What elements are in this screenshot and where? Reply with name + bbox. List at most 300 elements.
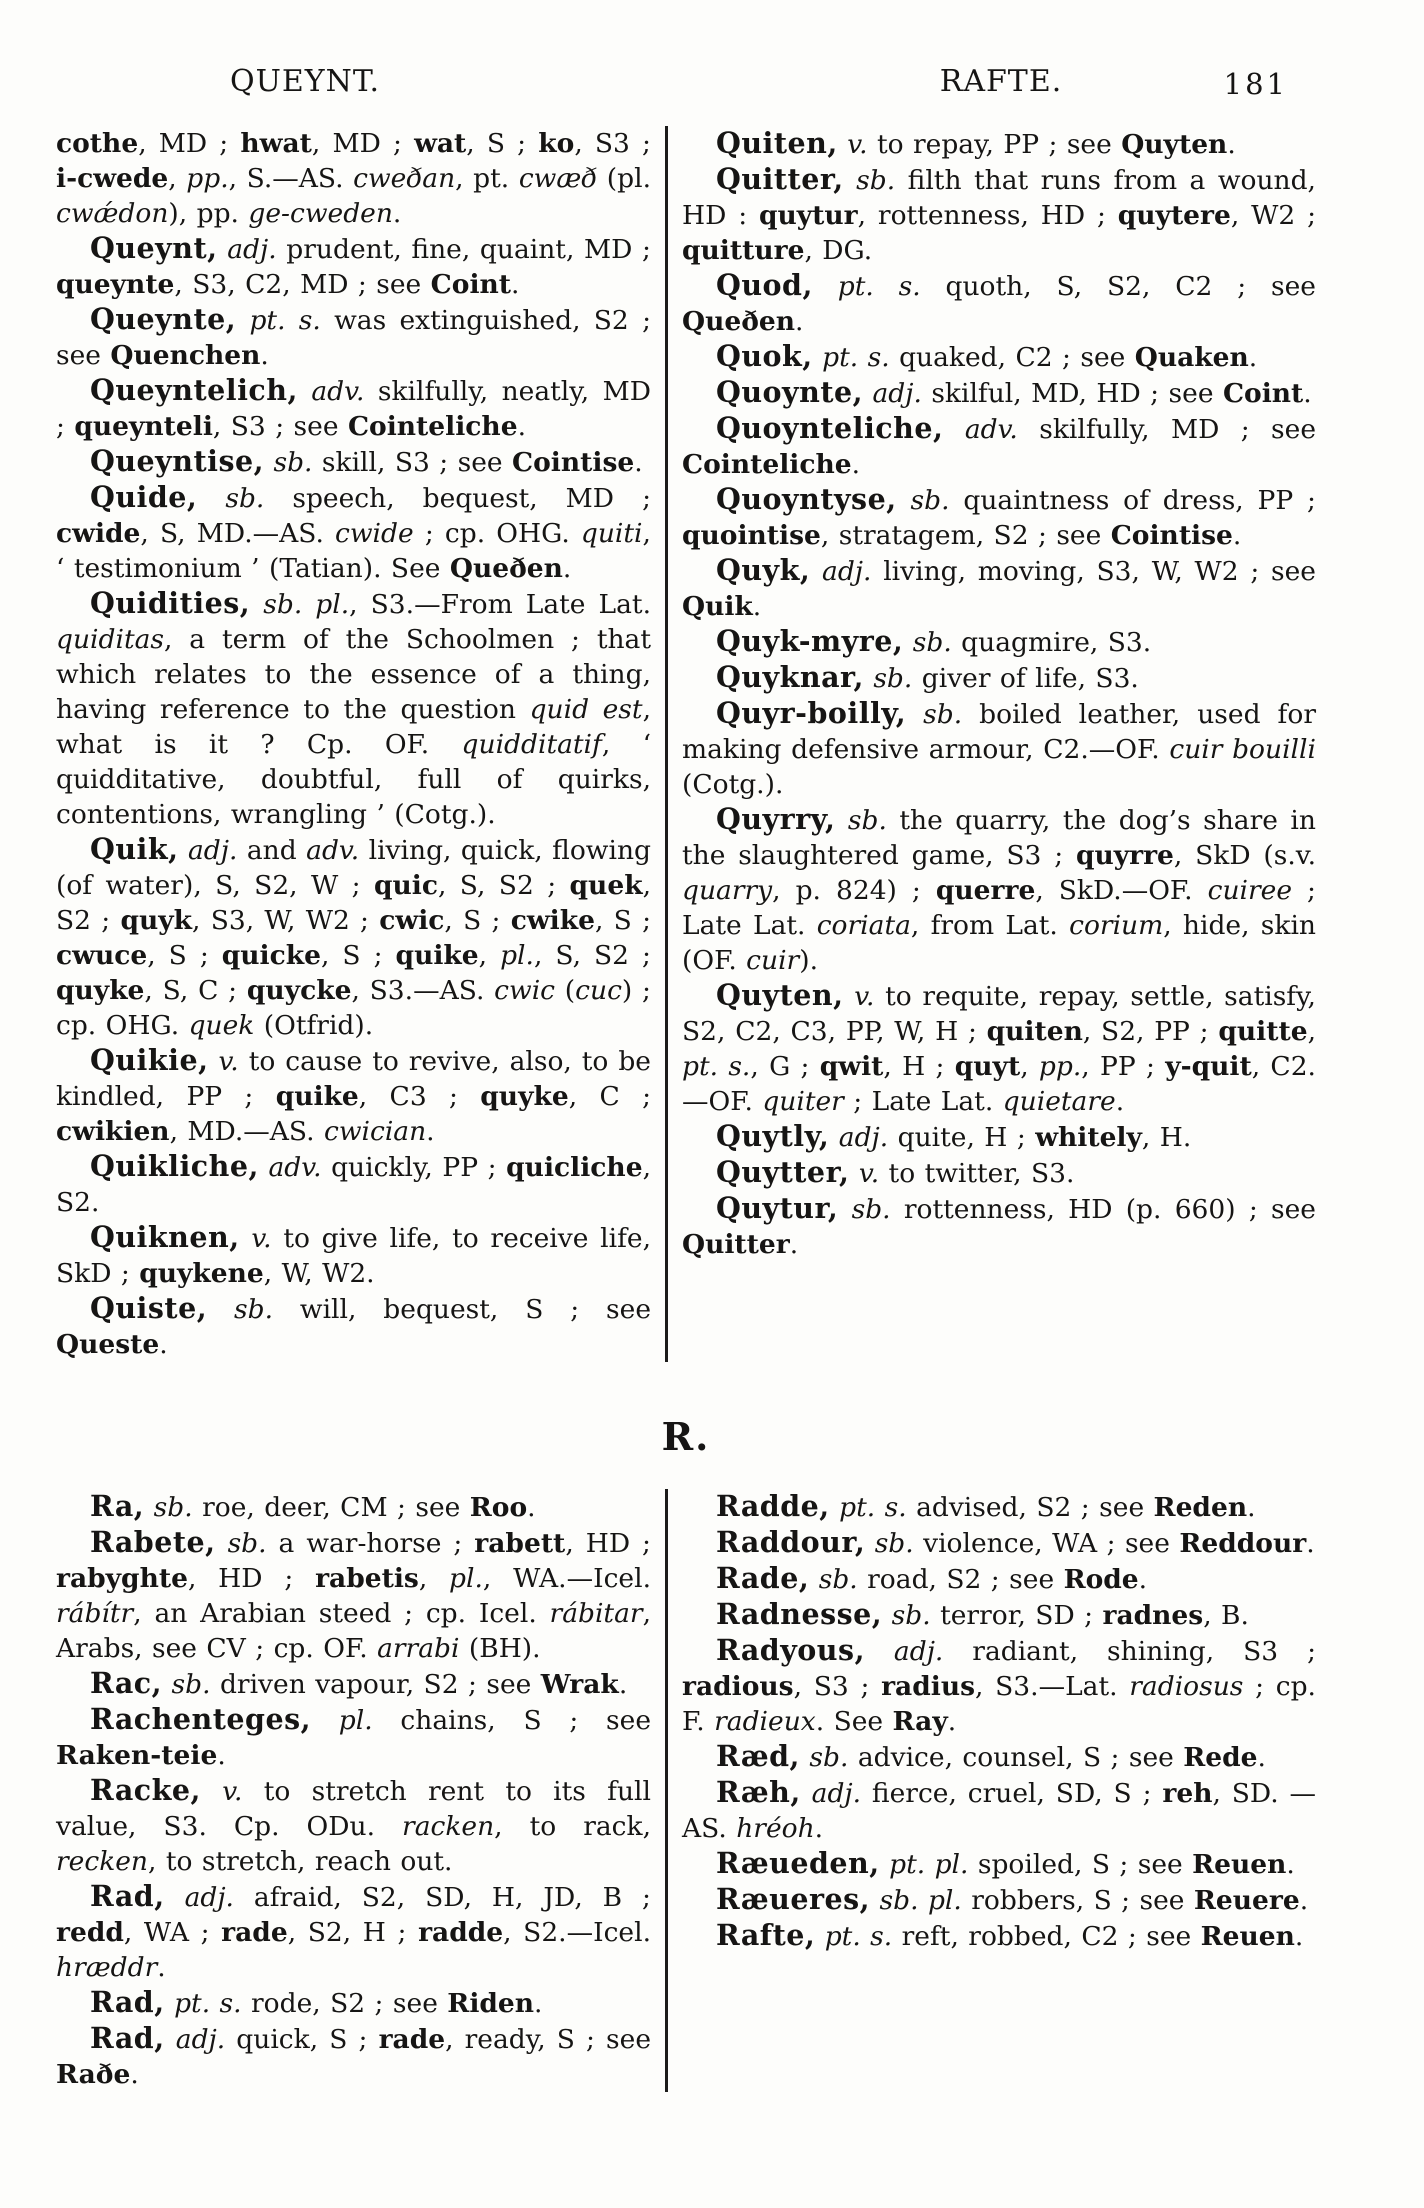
dictionary-entry — [682, 696, 1316, 802]
entry-segment: quykene — [139, 1258, 264, 1289]
entry-segment: , — [478, 940, 501, 971]
entry-segment: Raðe — [56, 2059, 131, 2090]
entry-segment: radiosus — [1129, 1671, 1244, 1702]
entry-segment: quitte — [1218, 1016, 1308, 1047]
entry-segment: Quaken — [1134, 342, 1249, 373]
entry-segment: , C3 ; — [358, 1081, 481, 1112]
entry-segment: , MD ; — [311, 128, 415, 159]
running-head-right: RAFTE. — [939, 64, 1063, 99]
dictionary-entry — [56, 373, 651, 444]
entry-segment: living, quick, flowing (of water), S, S2, W ; — [56, 835, 651, 901]
dictionary-entry — [682, 1633, 1316, 1739]
entry-segment: (pl. — [597, 163, 651, 194]
entry-segment: adj. — [164, 1882, 234, 1913]
dictionary-entry — [682, 411, 1316, 482]
entry-segment: , S2.—Icel. — [503, 1917, 651, 1948]
entry-segment: cwuce — [56, 940, 148, 971]
dictionary-entry — [682, 339, 1316, 375]
entry-segment: Coint — [1222, 378, 1304, 409]
entry-segment: , S ; — [147, 940, 222, 971]
headword: Rac, — [90, 1666, 163, 1700]
dictionary-entry — [56, 1043, 651, 1149]
entry-segment: adj. — [800, 1778, 862, 1809]
entry-segment: corium — [1069, 910, 1164, 941]
entry-segment: pt. s. — [164, 1988, 242, 2019]
entry-segment: , WA ; — [123, 1917, 222, 1948]
entry-segment: , PP ; — [1081, 1051, 1166, 1082]
entry-segment: . — [851, 449, 861, 480]
entry-segment: . — [159, 1329, 168, 1360]
entry-segment: quitture — [682, 235, 805, 266]
section-heading-r: R. — [661, 1414, 711, 1459]
entry-segment: quytur — [758, 200, 858, 231]
entry-segment: quidditatif — [461, 729, 602, 760]
running-head-left-area — [56, 64, 686, 100]
entry-segment: , MD ; — [138, 128, 241, 159]
entry-segment: . — [1227, 129, 1236, 160]
entry-segment: arrabi — [377, 1633, 460, 1664]
dictionary-entry — [682, 375, 1316, 411]
entry-segment: . — [1286, 1849, 1295, 1880]
entry-segment: ko — [538, 128, 575, 159]
entry-segment: ), pp. — [168, 198, 249, 229]
entry-segment: pl. — [449, 1563, 483, 1594]
entry-segment: Ray — [892, 1706, 948, 1737]
entry-segment: hréoh — [736, 1813, 815, 1844]
entry-segment: Reuen — [1192, 1849, 1287, 1880]
entry-segment: v. — [208, 1046, 239, 1077]
dictionary-entry — [56, 480, 651, 586]
entry-segment: , — [1307, 1016, 1316, 1047]
entry-segment: quike — [395, 940, 479, 971]
dictionary-entry — [682, 1561, 1316, 1597]
entry-segment: Queðen — [449, 553, 563, 584]
entry-segment: , — [1020, 1051, 1039, 1082]
entry-segment: adj. — [217, 234, 277, 265]
dictionary-entry — [682, 1739, 1316, 1775]
dictionary-entry — [682, 978, 1316, 1119]
entry-segment: . — [517, 411, 526, 442]
entry-segment: , SkD.—OF. — [1035, 875, 1208, 906]
entry-segment: (BH). — [459, 1633, 541, 1664]
entry-segment: quick, S ; — [225, 2024, 379, 2055]
entry-segment: pp. — [186, 163, 229, 194]
entry-segment: quicke — [221, 940, 321, 971]
entry-segment: pt. s. — [812, 342, 890, 373]
entry-segment: , — [168, 163, 187, 194]
headword: Quikie, — [90, 1043, 209, 1077]
headword: Quoynte, — [716, 375, 864, 409]
entry-segment: , hide, skin (OF. — [682, 910, 1316, 976]
entry-segment: . — [562, 553, 572, 584]
entry-segment: ). — [799, 945, 818, 976]
entry-segment: cwic — [494, 975, 556, 1006]
headword: Quytly, — [716, 1119, 830, 1153]
entry-segment: , HD ; — [187, 1563, 316, 1594]
headword: Ræh, — [716, 1775, 801, 1809]
entry-segment: . — [1248, 342, 1258, 373]
entry-segment: , S3 ; see — [212, 411, 348, 442]
headword: Quik, — [90, 832, 179, 866]
entry-segment: rábitar — [549, 1598, 643, 1629]
entry-segment: Quik — [682, 591, 753, 622]
entry-segment: , S3.—AS. — [351, 975, 495, 1006]
entry-segment: , what is it ? Cp. OF. — [56, 694, 651, 760]
entry-segment: , S.—AS. — [228, 163, 354, 194]
entry-segment: radius — [881, 1671, 976, 1702]
entry-segment: skilfully, MD ; see — [1017, 414, 1317, 445]
entry-segment: quid est — [529, 694, 643, 725]
entry-segment: adv. — [297, 376, 365, 407]
entry-segment: . — [527, 1492, 536, 1523]
entry-segment: , S2. — [56, 1152, 651, 1218]
entry-segment: whitely — [1035, 1122, 1142, 1153]
dictionary-entry — [56, 1149, 651, 1220]
entry-segment: Rede — [1183, 1742, 1258, 1773]
entry-segment: v. — [239, 1223, 272, 1254]
entry-segment: , S3.—Lat. — [975, 1671, 1130, 1702]
entry-segment: cwike — [510, 905, 595, 936]
entry-segment: adj. — [164, 2024, 226, 2055]
headword: Rad, — [90, 2021, 165, 2055]
entry-segment: quagmire, S3. — [951, 627, 1152, 658]
dictionary-entry — [56, 1773, 651, 1879]
entry-segment: quytere — [1117, 200, 1231, 231]
entry-segment: rode, S2 ; see — [241, 1988, 448, 2019]
headword: Queyntelich, — [90, 373, 298, 407]
entry-segment: v. — [843, 981, 875, 1012]
dictionary-entry — [682, 1525, 1316, 1561]
dictionary-entry — [56, 1879, 651, 1985]
entry-segment: Queðen — [682, 306, 796, 337]
entry-segment: . — [789, 1229, 799, 1260]
entry-segment: radde — [418, 1917, 504, 1948]
entry-segment: road, S2 ; see — [857, 1564, 1064, 1595]
entry-segment: , W, W2. — [263, 1258, 375, 1289]
entry-segment: Queste — [56, 1329, 160, 1360]
entry-segment: , pt. — [455, 163, 519, 194]
entry-segment: quek — [188, 1010, 255, 1041]
dictionary-entry — [682, 1918, 1316, 1954]
entry-segment: a war-horse ; — [266, 1528, 475, 1559]
entry-segment: pt. s. — [812, 271, 921, 302]
entry-segment: terror, SD ; — [930, 1600, 1103, 1631]
entry-segment: . — [634, 447, 643, 478]
entry-segment: (Otfrid). — [254, 1010, 374, 1041]
entry-segment: quiditas — [56, 624, 164, 655]
entry-segment: . — [392, 198, 402, 229]
headword: Ræd, — [716, 1739, 800, 1773]
headword: Rad, — [90, 1985, 165, 2019]
headword: Queyntise, — [90, 444, 265, 478]
headword: Rafte, — [716, 1918, 816, 1952]
entry-segment: , to stretch, reach out. — [148, 1846, 453, 1877]
column-r-left — [56, 1489, 668, 2092]
entry-segment: to repay, PP ; see — [867, 129, 1122, 160]
headword: Quod, — [716, 268, 813, 302]
entry-segment: . — [947, 1706, 957, 1737]
dictionary-entry — [682, 1597, 1316, 1633]
entry-segment: , SD. —AS. — [682, 1778, 1317, 1844]
entry-segment: Riden — [447, 1988, 535, 2019]
entry-segment: adj. — [810, 556, 872, 587]
entry-segment: sb. — [903, 627, 952, 658]
entry-segment: fierce, cruel, SD, S ; — [861, 1778, 1163, 1809]
entry-segment: . — [511, 269, 520, 300]
headword: Quytter, — [716, 1155, 850, 1189]
dictionary-entry — [682, 482, 1316, 553]
entry-segment: pl. — [311, 1705, 373, 1736]
entry-segment: quycke — [246, 975, 352, 1006]
dictionary-entry — [56, 1525, 651, 1666]
entry-segment: , H. — [1141, 1122, 1192, 1153]
entry-segment: pt. s. — [829, 1492, 907, 1523]
entry-segment: ge-cweden — [248, 198, 393, 229]
entry-segment: v. — [837, 129, 868, 160]
entry-segment: adj. — [178, 835, 238, 866]
entry-segment: Quenchen — [110, 340, 261, 371]
headword: Quitter, — [716, 162, 844, 196]
dictionary-entry — [56, 586, 651, 832]
entry-segment: . — [260, 340, 269, 371]
entry-segment: , S3 ; — [793, 1671, 882, 1702]
entry-segment: pt. s. — [682, 1051, 751, 1082]
column-q-left — [56, 126, 668, 1362]
entry-segment: . — [426, 1116, 435, 1147]
entry-segment: sb. — [865, 1528, 914, 1559]
entry-segment: , HD ; — [565, 1528, 651, 1559]
entry-segment: quaintness of dress, PP ; — [949, 485, 1316, 516]
entry-segment: sb. — [843, 165, 896, 196]
headword: Rad, — [90, 1879, 165, 1913]
entry-segment: pl. — [500, 940, 534, 971]
headword: Rabete, — [90, 1525, 216, 1559]
entry-segment: advice, counsel, S ; see — [848, 1742, 1184, 1773]
dictionary-entry — [56, 832, 651, 1043]
entry-segment: , S ; — [321, 940, 396, 971]
section-r — [56, 1489, 1316, 2092]
entry-segment: cuc — [575, 975, 622, 1006]
entry-segment: , ready, S ; see — [445, 2024, 652, 2055]
entry-segment: , S, S2 ; — [533, 940, 651, 971]
entry-segment: chains, S ; see — [372, 1705, 652, 1736]
entry-segment: rábítr — [56, 1598, 134, 1629]
entry-segment: afraid, S2, SD, H, JD, B ; — [233, 1882, 651, 1913]
entry-segment: quiter — [762, 1086, 844, 1117]
entry-segment: cuiree — [1207, 875, 1293, 906]
entry-segment: querre — [935, 875, 1036, 906]
headword: Quidities, — [90, 586, 251, 620]
entry-segment: pt. s. — [236, 305, 321, 336]
dictionary-entry — [56, 444, 651, 480]
entry-segment: Roo — [469, 1492, 528, 1523]
entry-segment: quyrre — [1075, 840, 1174, 871]
entry-segment: Reuen — [1200, 1921, 1295, 1952]
entry-segment: cwǽdon — [56, 198, 169, 229]
headword: Quiste, — [90, 1291, 208, 1325]
entry-segment: sb. — [835, 805, 887, 836]
entry-segment: , S3.—From Late Lat. — [349, 589, 651, 620]
entry-segment: , rottenness, HD ; — [857, 200, 1118, 231]
entry-segment: sb. — [882, 1600, 931, 1631]
entry-segment: cuir — [746, 945, 800, 976]
entry-segment: queynteli — [74, 411, 213, 442]
headword: Quide, — [90, 480, 198, 514]
entry-segment: . — [795, 306, 804, 337]
headword: Radde, — [716, 1489, 830, 1523]
entry-segment: quointise — [682, 520, 821, 551]
entry-segment: . — [1138, 1564, 1148, 1595]
entry-segment: Cointise — [512, 447, 635, 478]
entry-segment: sb. — [197, 483, 265, 514]
entry-segment: radiant, shining, S3 ; — [943, 1636, 1317, 1667]
entry-segment: , S ; — [594, 905, 651, 936]
entry-segment: , S, MD.—AS. — [140, 518, 336, 549]
entry-segment: , p. 824) ; — [772, 875, 936, 906]
entry-segment: . — [814, 1813, 824, 1844]
entry-segment: quic — [373, 870, 438, 901]
entry-segment: wat — [414, 128, 467, 159]
running-head-right-area — [686, 64, 1316, 100]
dictionary-entry — [682, 802, 1316, 978]
entry-segment: , WA.—Icel. — [482, 1563, 651, 1594]
headword: Quyr-boilly, — [716, 696, 907, 730]
entry-segment: . See — [815, 1706, 893, 1737]
entry-segment: radieux — [714, 1706, 816, 1737]
headword: Radyous, — [716, 1633, 865, 1667]
entry-segment: Cointeliche — [347, 411, 518, 442]
entry-segment: skilful, MD, HD ; see — [921, 378, 1223, 409]
page-header — [56, 64, 1316, 100]
entry-segment: Reden — [1153, 1492, 1248, 1523]
entry-segment: adj. — [865, 1636, 944, 1667]
entry-segment: , an Arabian steed ; cp. Icel. — [133, 1598, 550, 1629]
entry-segment: (Cotg.). — [682, 769, 784, 800]
column-q-right — [668, 126, 1316, 1362]
entry-segment: sb. — [863, 663, 913, 694]
entry-segment: quiten — [986, 1016, 1083, 1047]
entry-segment: . — [1299, 1885, 1309, 1916]
entry-segment: pt. pl. — [879, 1849, 969, 1880]
entry-segment: quek — [569, 870, 643, 901]
entry-segment: racken — [402, 1811, 495, 1842]
entry-segment: violence, WA ; see — [913, 1528, 1180, 1559]
headword: Quiknen, — [90, 1220, 240, 1254]
headword: Queynte, — [90, 302, 237, 336]
entry-segment: , ‘ testimonium ’ (Tatian). See — [56, 518, 651, 584]
entry-segment: cothe — [56, 128, 139, 159]
entry-segment: cweðan — [353, 163, 456, 194]
entry-segment: boiled leather, used for making defensive armour, C2.—OF. — [682, 699, 1316, 765]
entry-segment: quickly, PP ; — [321, 1152, 507, 1183]
headword: Quyk, — [716, 553, 811, 587]
entry-segment: pt. s. — [815, 1921, 893, 1952]
entry-segment: pp. — [1038, 1051, 1082, 1082]
entry-segment: . — [1294, 1921, 1304, 1952]
headword: Racke, — [90, 1773, 201, 1807]
entry-segment: . — [130, 2059, 139, 2090]
entry-segment: ; Late Lat. — [843, 1086, 1003, 1117]
entry-segment: living, moving, S3, W, W2 ; see — [871, 556, 1316, 587]
entry-segment: the quarry, the dog’s share in the slaughtered game, S3 ; — [682, 805, 1316, 871]
entry-segment: cwide — [335, 518, 414, 549]
entry-segment: hwat — [240, 128, 312, 159]
entry-segment: , from Lat. — [910, 910, 1070, 941]
entry-segment: to give life, to receive life, SkD ; — [56, 1223, 651, 1289]
entry-segment: , H ; — [883, 1051, 955, 1082]
headword: Quyten, — [716, 978, 844, 1012]
entry-segment: ; cp. F. — [682, 1671, 1316, 1737]
entry-segment: skilfully, neatly, MD ; — [56, 376, 651, 442]
headword: Quiten, — [716, 126, 838, 160]
entry-segment: skill, S3 ; see — [312, 447, 513, 478]
dictionary-entry — [682, 660, 1316, 696]
entry-segment: sb. — [838, 1194, 891, 1225]
entry-segment: roe, deer, CM ; see — [192, 1492, 470, 1523]
entry-segment: ) ; cp. OHG. — [56, 975, 651, 1041]
entry-segment: . — [1247, 1492, 1256, 1523]
entry-segment: quyke — [480, 1081, 569, 1112]
entry-segment: , S, S2 ; — [437, 870, 570, 901]
headword: Quyknar, — [716, 660, 864, 694]
entry-segment: recken — [56, 1846, 148, 1877]
entry-segment: to cause to revive, also, to be kindled, PP ; — [56, 1046, 651, 1112]
entry-segment: cwician — [323, 1116, 427, 1147]
headword: Ræueden, — [716, 1846, 880, 1880]
entry-segment: robbers, S ; see — [961, 1885, 1194, 1916]
entry-segment: . — [1232, 520, 1242, 551]
entry-segment: cwide — [56, 518, 141, 549]
entry-segment: adv. — [258, 1152, 322, 1183]
entry-segment: quoth, S, S2, C2 ; see — [920, 271, 1316, 302]
headword: Queynt, — [90, 231, 218, 265]
entry-segment: , S3, C2, MD ; see — [174, 269, 431, 300]
entry-segment: hræddr — [56, 1952, 158, 1983]
dictionary-entry — [682, 268, 1316, 339]
dictionary-entry — [682, 1119, 1316, 1155]
entry-segment: speech, bequest, MD ; — [264, 483, 651, 514]
entry-segment: . — [217, 1740, 226, 1771]
entry-segment: . — [752, 591, 762, 622]
entry-segment: rabetis — [315, 1563, 419, 1594]
entry-segment: was extinguished, S2 ; see — [56, 305, 651, 371]
entry-segment: v. — [849, 1158, 880, 1189]
entry-segment: Rode — [1063, 1564, 1139, 1595]
dictionary-entry — [56, 2021, 651, 2092]
entry-segment: ( — [555, 975, 576, 1006]
entry-segment: quyke — [56, 975, 145, 1006]
entry-segment: adj. — [863, 378, 922, 409]
entry-segment: sb. — [215, 1528, 267, 1559]
dictionary-entry — [682, 624, 1316, 660]
entry-segment: , a term of the Schoolmen ; that which relates to the essence of a thing, having reference to the question — [56, 624, 651, 725]
entry-segment: quarry — [682, 875, 773, 906]
dictionary-entry — [56, 1291, 651, 1362]
dictionary-entry — [56, 1985, 651, 2021]
headword: Ra, — [90, 1489, 145, 1523]
entry-segment: . — [618, 1669, 628, 1700]
entry-segment: sb. — [906, 699, 963, 730]
entry-segment: sb. — [896, 485, 950, 516]
entry-segment: sb. — [207, 1294, 274, 1325]
entry-segment: , SkD (s.v. — [1173, 840, 1317, 871]
entry-segment: quietare — [1002, 1086, 1116, 1117]
entry-segment: quicliche — [506, 1152, 643, 1183]
entry-segment: , B. — [1203, 1600, 1249, 1631]
entry-segment: , S2, H ; — [287, 1917, 419, 1948]
entry-segment: rabett — [474, 1528, 566, 1559]
entry-segment: cuir bouilli — [1169, 734, 1316, 765]
